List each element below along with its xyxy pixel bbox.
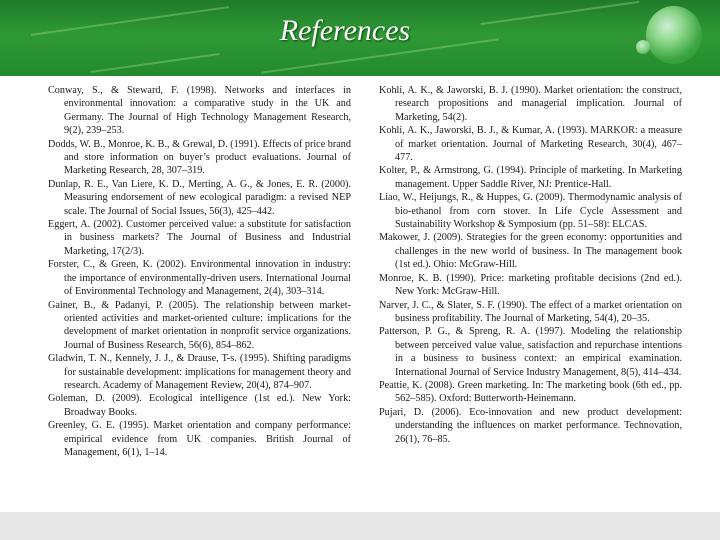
title-banner: [0, 0, 720, 76]
reference-entry: Gladwin, T. N., Kennely, J. J., & Drause, T-s. (1995). Shifting paradigms for sustainable development: implications for management theory and research. Academy of Management Review, 20(4), 874–907.: [48, 353, 351, 391]
reference-entry: Eggert, A. (2002). Customer perceived value: a substitute for satisfaction in business markets? The Journal of Business and Industrial Marketing, 17(2/3).: [48, 219, 351, 257]
reference-entry: Forster, C., & Green, K. (2002). Environmental innovation in industry: the importance of environmentally-driven users. International Journal of Environmental Technology and Management, 2(4), 303–314.: [48, 259, 351, 298]
reference-entry: Monroe, K. B. (1990). Price: marketing profitable decisions (2nd ed.). New York: McGraw-Hill.: [379, 272, 682, 298]
reference-entry: Patterson, P. G., & Spreng, R. A. (1997). Modeling the relationship between perceived value value, satisfaction and repurchase intentions in a business to business context: an empirical examination. International Journal of Service Industry Management, 8(5), 414–434.: [379, 326, 682, 378]
reference-entry: Dodds, W. B., Monroe, K. B., & Grewal, D. (1991). Effects of price brand and store information on buyer’s product evaluations. Journal of Marketing Research, 28, 307–319.: [48, 138, 351, 177]
references-right-column: [379, 84, 682, 446]
reference-entry: Pujari, D. (2006). Eco-innovation and new product development: understanding the influences on market performance. Technovation, 26(1), 76–85.: [379, 406, 682, 445]
reference-entry: Kolter, P., & Armstrong, G. (1994). Principle of marketing. In Marketing management. Upper Saddle River, NJ: Prentice-Hall.: [379, 165, 682, 190]
reference-entry: Makower, J. (2009). Strategies for the green economy: opportunities and challenges in the new world of business. In The management book (1st ed.). Ohio: McGraw-Hill.: [379, 232, 682, 271]
footer-band: [0, 512, 720, 540]
reference-entry: Liao, W., Heijungs, R., & Huppes, G. (2009). Thermodynamic analysis of bio-ethanol from corn stover. In Life Cycle Assessment and Sustainability Workshop & Symposium (pp. 51–58): ELCAS.: [379, 192, 682, 231]
references-left-column: [48, 84, 351, 459]
references-page: [40, 82, 685, 527]
reference-entry: Narver, J. C., & Slater, S. F. (1990). The effect of a market orientation on business profitability. The Journal of Marketing, 54(4), 20–35.: [379, 299, 682, 324]
reference-entry: Peattie, K. (2008). Green marketing. In: The marketing book (6th ed., pp. 562–585). Oxford: Butterworth-Heinemann.: [379, 379, 682, 405]
reference-entry: Kohli, A. K., Jaworski, B. J., & Kumar, A. (1993). MARKOR: a measure of market orientation. Journal of Marketing Research, 30(4), 467–477.: [379, 125, 682, 164]
reference-entry: Gainer, B., & Padanyi, P. (2005). The relationship between market-oriented activities and market-oriented culture: implications for the development of market orientation in nonprofit service organizations. Journal of Business Research, 56(6), 854–862.: [48, 299, 351, 351]
reference-entry: Goleman, D. (2009). Ecological intelligence (1st ed.). New York: Broadway Books.: [48, 393, 351, 418]
slide-title: References: [279, 14, 411, 47]
reference-entry: Greenley, G. E. (1995). Market orientation and company performance: empirical evidence from UK companies. British Journal of Management, 6(1), 1–14.: [48, 420, 351, 458]
reference-entry: Conway, S., & Steward, F. (1998). Networks and interfaces in environmental innovation: a comparative study in the UK and Germany. The Journal of High Technology Management Research, 9(2), 239–253.: [48, 85, 351, 137]
reference-entry: Dunlap, R. E., Van Liere, K. D., Merting, A. G., & Jones, E. R. (2000). Measuring endorsement of new ecological paradigm: a revised NEP scale. The Journal of Social Issues, 56(3), 425–442.: [48, 178, 351, 217]
reference-entry: Kohli, A. K., & Jaworski, B. J. (1990). Market orientation: the construct, research propositions and managerial implication. Journal of Marketing, 54(2).: [379, 85, 682, 123]
